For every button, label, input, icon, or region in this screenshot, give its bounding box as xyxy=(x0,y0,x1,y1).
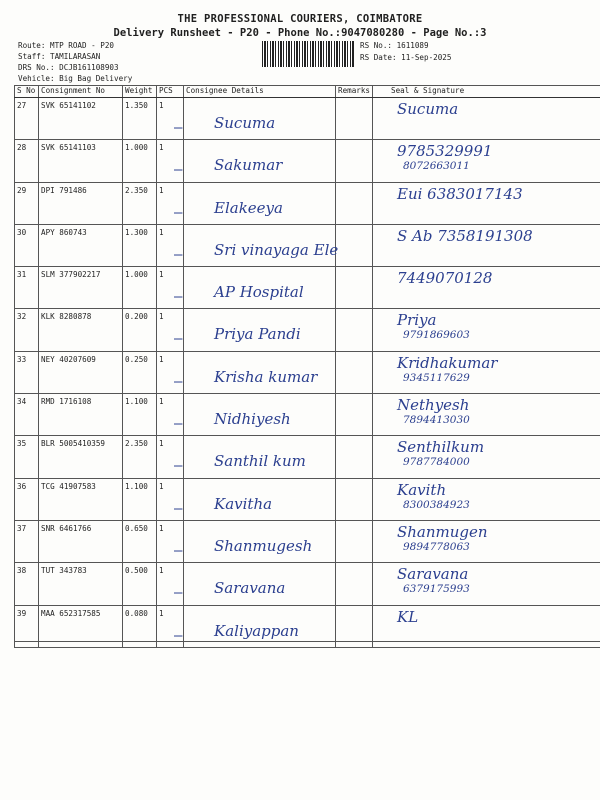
pieces: 1 xyxy=(157,309,184,351)
signature-cell xyxy=(373,98,600,140)
rs-date: RS Date: 11-Sep-2025 xyxy=(360,53,452,62)
consignment-number: SVK 65141103 xyxy=(39,140,123,182)
consignee-handwriting: Saravana xyxy=(214,579,286,598)
consignee-handwriting: Kaliyappan xyxy=(214,621,299,640)
signature-cell xyxy=(373,563,600,605)
signature-line-2: 9791869603 xyxy=(403,329,470,342)
consignment-number: TUT 343783 xyxy=(39,563,123,605)
signature-cell xyxy=(373,267,600,309)
tick-mark-icon: — xyxy=(174,246,183,263)
vehicle-label: Vehicle: Big Bag Delivery xyxy=(18,74,133,83)
consignee-cell xyxy=(174,309,336,351)
col-signature: Seal & Signature xyxy=(373,86,600,98)
table-row xyxy=(15,394,600,436)
weight: 0.080 xyxy=(123,605,157,647)
signature-cell xyxy=(373,394,600,436)
drs-label: DRS No.: DCJB161108903 xyxy=(18,63,119,72)
consignee-cell xyxy=(174,478,336,520)
signature-cell xyxy=(373,140,600,182)
consignee-cell xyxy=(174,351,336,393)
consignment-number: DPI 791486 xyxy=(39,182,123,224)
signature-line-1: Shanmugen xyxy=(397,522,488,541)
pieces: 1 xyxy=(157,394,184,436)
table-row xyxy=(15,224,600,266)
weight: 0.500 xyxy=(123,563,157,605)
consignment-number: SNR 6461766 xyxy=(39,520,123,562)
pieces: 1 xyxy=(157,351,184,393)
consignment-number: RMD 1716108 xyxy=(39,394,123,436)
remarks xyxy=(336,140,373,182)
consignee-handwriting: Nidhiyesh xyxy=(214,410,291,429)
remarks xyxy=(336,98,373,140)
serial-number: 35 xyxy=(15,436,39,478)
table-row xyxy=(15,267,600,309)
col-sno: S No xyxy=(15,86,39,98)
signature-line-1: Saravana xyxy=(397,565,469,584)
remarks xyxy=(336,520,373,562)
runsheet-table xyxy=(14,85,600,648)
table-row xyxy=(15,98,600,140)
pieces: 1 xyxy=(157,563,184,605)
consignment-number: MAA 652317585 xyxy=(39,605,123,647)
tick-mark-icon: — xyxy=(174,373,183,390)
consignment-number: BLR 5005410359 xyxy=(39,436,123,478)
weight: 1.300 xyxy=(123,224,157,266)
serial-number: 30 xyxy=(15,224,39,266)
signature-line-2: 9345117629 xyxy=(403,371,470,384)
signature-line-1: KL xyxy=(397,607,419,626)
weight: 2.350 xyxy=(123,436,157,478)
consignee-handwriting: Kavitha xyxy=(214,494,273,513)
remarks xyxy=(336,351,373,393)
remarks xyxy=(336,182,373,224)
signature-line-1: Eui 6383017143 xyxy=(397,184,523,203)
signature-cell xyxy=(373,309,600,351)
signature-cell xyxy=(373,436,600,478)
serial-number: 36 xyxy=(15,478,39,520)
consignee-handwriting: Sakumar xyxy=(214,156,283,175)
serial-number: 39 xyxy=(15,605,39,647)
consignee-cell xyxy=(174,98,336,140)
remarks xyxy=(336,563,373,605)
weight: 1.000 xyxy=(123,140,157,182)
consignee-cell xyxy=(174,563,336,605)
route-label: Route: MTP ROAD - P20 xyxy=(18,41,115,50)
consignee-handwriting: AP Hospital xyxy=(214,283,304,302)
weight: 0.200 xyxy=(123,309,157,351)
col-weight: Weight xyxy=(123,86,157,98)
table-bottom-rule xyxy=(14,641,600,642)
consignment-number: NEY 40207609 xyxy=(39,351,123,393)
weight: 2.350 xyxy=(123,182,157,224)
tick-mark-icon: — xyxy=(174,204,183,221)
weight: 1.000 xyxy=(123,267,157,309)
tick-mark-icon: — xyxy=(174,458,183,475)
serial-number: 27 xyxy=(15,98,39,140)
signature-line-2: 7894413030 xyxy=(403,414,470,427)
staff-label: Staff: TAMILARASAN xyxy=(18,52,101,61)
pieces: 1 xyxy=(157,182,184,224)
remarks xyxy=(336,267,373,309)
consignee-cell xyxy=(174,436,336,478)
signature-cell xyxy=(373,478,600,520)
signature-cell xyxy=(373,224,600,266)
consignee-handwriting: Elakeeya xyxy=(214,198,283,217)
serial-number: 31 xyxy=(15,267,39,309)
remarks xyxy=(336,478,373,520)
signature-line-1: Kavith xyxy=(397,480,447,499)
table-row xyxy=(15,436,600,478)
pieces: 1 xyxy=(157,267,184,309)
remarks xyxy=(336,224,373,266)
tick-mark-icon: — xyxy=(174,289,183,306)
table-header-row xyxy=(15,86,600,98)
company-name: THE PROFESSIONAL COURIERS, COIMBATORE xyxy=(177,13,423,25)
tick-mark-icon: — xyxy=(174,627,183,644)
tick-mark-icon: — xyxy=(174,585,183,602)
table-row xyxy=(15,182,600,224)
pieces: 1 xyxy=(157,98,184,140)
signature-line-1: 7449070128 xyxy=(397,269,493,288)
pieces: 1 xyxy=(157,478,184,520)
signature-line-2: 8300384923 xyxy=(403,498,470,511)
signature-line-1: Kridhakumar xyxy=(397,353,498,372)
pieces: 1 xyxy=(157,520,184,562)
tick-mark-icon: — xyxy=(174,120,183,136)
signature-line-2: 9787784000 xyxy=(403,456,470,469)
consignee-cell xyxy=(174,224,339,266)
tick-mark-icon: — xyxy=(174,162,183,179)
serial-number: 37 xyxy=(15,520,39,562)
signature-line-1: Sucuma xyxy=(397,100,459,118)
signature-line-1: Senthilkum xyxy=(397,438,485,457)
weight: 1.100 xyxy=(123,394,157,436)
tick-mark-icon: — xyxy=(174,331,183,348)
table-row xyxy=(15,478,600,520)
consignee-handwriting: Shanmugesh xyxy=(214,536,313,555)
serial-number: 32 xyxy=(15,309,39,351)
weight: 1.100 xyxy=(123,478,157,520)
tick-mark-icon: — xyxy=(174,500,183,517)
col-consignee: Consignee Details xyxy=(184,86,336,98)
signature-line-1: S Ab 7358191308 xyxy=(397,226,533,245)
remarks xyxy=(336,394,373,436)
table-row xyxy=(15,140,600,182)
consignment-number: SVK 65141102 xyxy=(39,98,123,140)
table-row xyxy=(15,309,600,351)
table-row xyxy=(15,563,600,605)
consignee-handwriting: Santhil kum xyxy=(214,452,306,471)
signature-line-1: Priya xyxy=(397,311,437,330)
barcode xyxy=(262,41,354,67)
signature-line-2: 9894778063 xyxy=(403,540,470,553)
consignee-cell xyxy=(174,267,336,309)
rs-number: RS No.: 1611089 xyxy=(360,41,429,50)
signature-cell xyxy=(373,351,600,393)
pieces: 1 xyxy=(157,436,184,478)
col-pcs: PCS xyxy=(157,86,184,98)
signature-line-1: 9785329991 xyxy=(397,142,493,161)
consignment-number: SLM 377902217 xyxy=(39,267,123,309)
col-consignment: Consignment No xyxy=(39,86,123,98)
remarks xyxy=(336,436,373,478)
remarks xyxy=(336,309,373,351)
consignee-handwriting: Krisha kumar xyxy=(214,367,318,386)
pieces: 1 xyxy=(157,605,184,647)
serial-number: 38 xyxy=(15,563,39,605)
col-remarks: Remarks xyxy=(336,86,373,98)
consignee-handwriting: Priya Pandi xyxy=(214,325,301,344)
consignee-cell xyxy=(174,394,336,436)
consignment-number: APY 860743 xyxy=(39,224,123,266)
table-row xyxy=(15,520,600,562)
tick-mark-icon: — xyxy=(174,542,183,559)
serial-number: 33 xyxy=(15,351,39,393)
signature-line-2: 8072663011 xyxy=(403,160,470,173)
table-row xyxy=(15,351,600,393)
weight: 0.650 xyxy=(123,520,157,562)
tick-mark-icon: — xyxy=(174,416,183,433)
consignment-number: KLK 8280878 xyxy=(39,309,123,351)
consignee-handwriting: Sri vinayaga Ele xyxy=(214,240,339,259)
pieces: 1 xyxy=(157,224,184,266)
signature-line-1: Nethyesh xyxy=(397,396,470,415)
consignee-handwriting: Sucuma xyxy=(214,114,276,132)
consignee-cell xyxy=(174,140,336,182)
signature-cell xyxy=(373,520,600,562)
consignee-cell xyxy=(174,520,336,562)
consignee-cell xyxy=(174,182,336,224)
weight: 1.350 xyxy=(123,98,157,140)
serial-number: 29 xyxy=(15,182,39,224)
weight: 0.250 xyxy=(123,351,157,393)
signature-line-2: 6379175993 xyxy=(403,583,470,596)
serial-number: 34 xyxy=(15,394,39,436)
consignment-number: TCG 41907583 xyxy=(39,478,123,520)
pieces: 1 xyxy=(157,140,184,182)
runsheet-title: Delivery Runsheet - P20 - Phone No.:9047080280 - Page No.:3 xyxy=(113,27,487,39)
signature-cell xyxy=(373,182,600,224)
serial-number: 28 xyxy=(15,140,39,182)
